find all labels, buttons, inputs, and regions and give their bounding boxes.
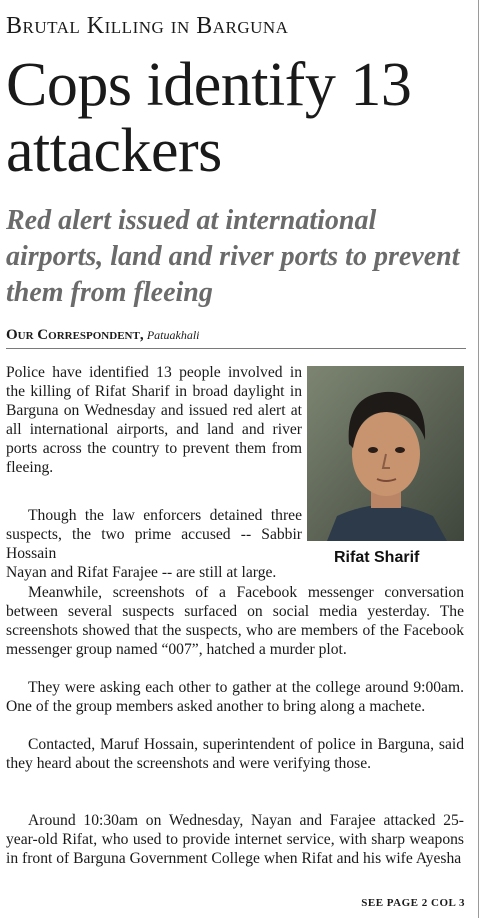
paragraph-1: Police have identified 13 people involved in the killing of Rifat Sharif in broad daylight in Barguna on Wednesday and issued red alert at all international airports, and land and river ports across the country to prevent them from fleeing.	[6, 364, 302, 477]
continuation-note[interactable]: SEE PAGE 2 COL 3	[361, 897, 465, 909]
column-rule	[478, 0, 479, 918]
byline-rule	[6, 348, 466, 349]
article-deck: Red alert issued at international airports, land and river ports to prevent them from fleeing	[6, 205, 460, 308]
paragraph-2: Though the law enforcers detained three suspects, the two prime accused -- Sabbir Hossain	[6, 507, 302, 563]
paragraph-6: Around 10:30am on Wednesday, Nayan and Farajee attacked 25-year-old Rifat, who used to provide internet service, with sharp weapons in front of Barguna Government College when Rifat and his wife Ayesha	[6, 812, 464, 868]
portrait-photo	[307, 366, 464, 541]
paragraph-3: Meanwhile, screenshots of a Facebook messenger conversation between several suspects surfaced on social media yesterday. The screenshots showed that the suspects, who are members of the Facebook messenger group named “007”, hatched a murder plot.	[6, 584, 464, 659]
paragraph-5: Contacted, Maruf Hossain, superintendent of police in Barguna, said they heard about the screenshots and were verifying those.	[6, 736, 464, 773]
article-kicker: Brutal Killing in Barguna	[6, 13, 289, 39]
portrait-illustration	[307, 366, 464, 541]
paragraph-4: They were asking each other to gather at the college around 9:00am. One of the group members asked another to bring along a machete.	[6, 679, 464, 716]
byline	[6, 327, 200, 344]
article-headline: Cops identify 13 attackers	[6, 51, 412, 185]
photo-caption: Rifat Sharif	[334, 549, 420, 566]
byline-author: Our Correspondent,	[6, 327, 144, 343]
paragraph-2-continued: Nayan and Rifat Farajee -- are still at large.	[6, 564, 277, 581]
byline-place: Patuakhali	[146, 328, 200, 342]
